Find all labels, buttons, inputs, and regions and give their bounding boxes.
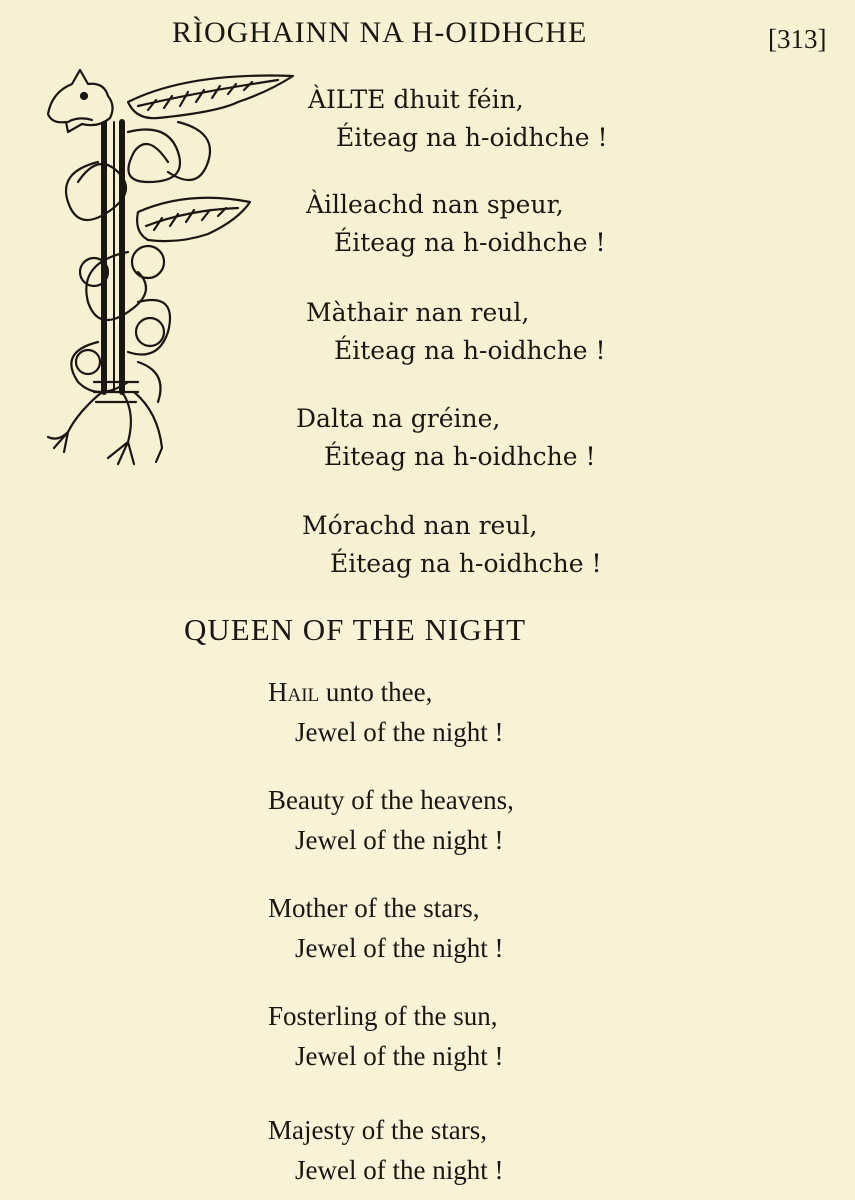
english-line [268, 672, 503, 712]
gaelic-stanza-5 [302, 507, 601, 583]
gaelic-stanza-3 [306, 294, 605, 370]
gaelic-line: Dalta na gréine, [296, 404, 501, 433]
english-stanza-4 [268, 996, 503, 1076]
drop-word: Hail [268, 677, 320, 707]
gaelic-refrain: Éiteag na h-oidhche ! [334, 228, 606, 257]
english-refrain: Jewel of the night ! [295, 933, 504, 963]
gaelic-line: ÀILTE dhuit féin, [308, 85, 524, 114]
english-line: Fosterling of the sun, [268, 1001, 498, 1031]
english-stanza-3 [268, 888, 503, 968]
gaelic-refrain: Éiteag na h-oidhche ! [330, 549, 602, 578]
english-stanza-5 [268, 1110, 503, 1190]
gaelic-stanza-4 [296, 400, 595, 476]
english-line-text: unto thee, [319, 677, 433, 707]
english-title: QUEEN OF THE NIGHT [184, 612, 527, 647]
english-refrain: Jewel of the night ! [295, 717, 504, 747]
page-number: [313] [768, 24, 827, 54]
english-line: Mother of the stars, [268, 893, 480, 923]
gaelic-refrain: Éiteag na h-oidhche ! [324, 442, 596, 471]
english-line: Majesty of the stars, [268, 1115, 487, 1145]
gaelic-refrain: Éiteag na h-oidhche ! [336, 123, 608, 152]
gaelic-poem [0, 0, 855, 598]
gaelic-line: Àilleachd nan speur, [306, 190, 564, 219]
english-refrain: Jewel of the night ! [295, 825, 504, 855]
english-line: Beauty of the heavens, [268, 785, 514, 815]
gaelic-stanza-1 [308, 81, 607, 157]
running-head: RÌOGHAINN NA H-OIDHCHE [172, 16, 588, 49]
english-refrain: Jewel of the night ! [295, 1041, 504, 1071]
gaelic-line: Màthair nan reul, [306, 298, 530, 327]
gaelic-refrain: Éiteag na h-oidhche ! [334, 336, 606, 365]
english-refrain: Jewel of the night ! [295, 1155, 504, 1185]
gaelic-line: Mórachd nan reul, [302, 511, 538, 540]
english-stanza-1 [268, 672, 503, 752]
english-stanza-2 [268, 780, 514, 860]
gaelic-stanza-2 [306, 186, 605, 262]
